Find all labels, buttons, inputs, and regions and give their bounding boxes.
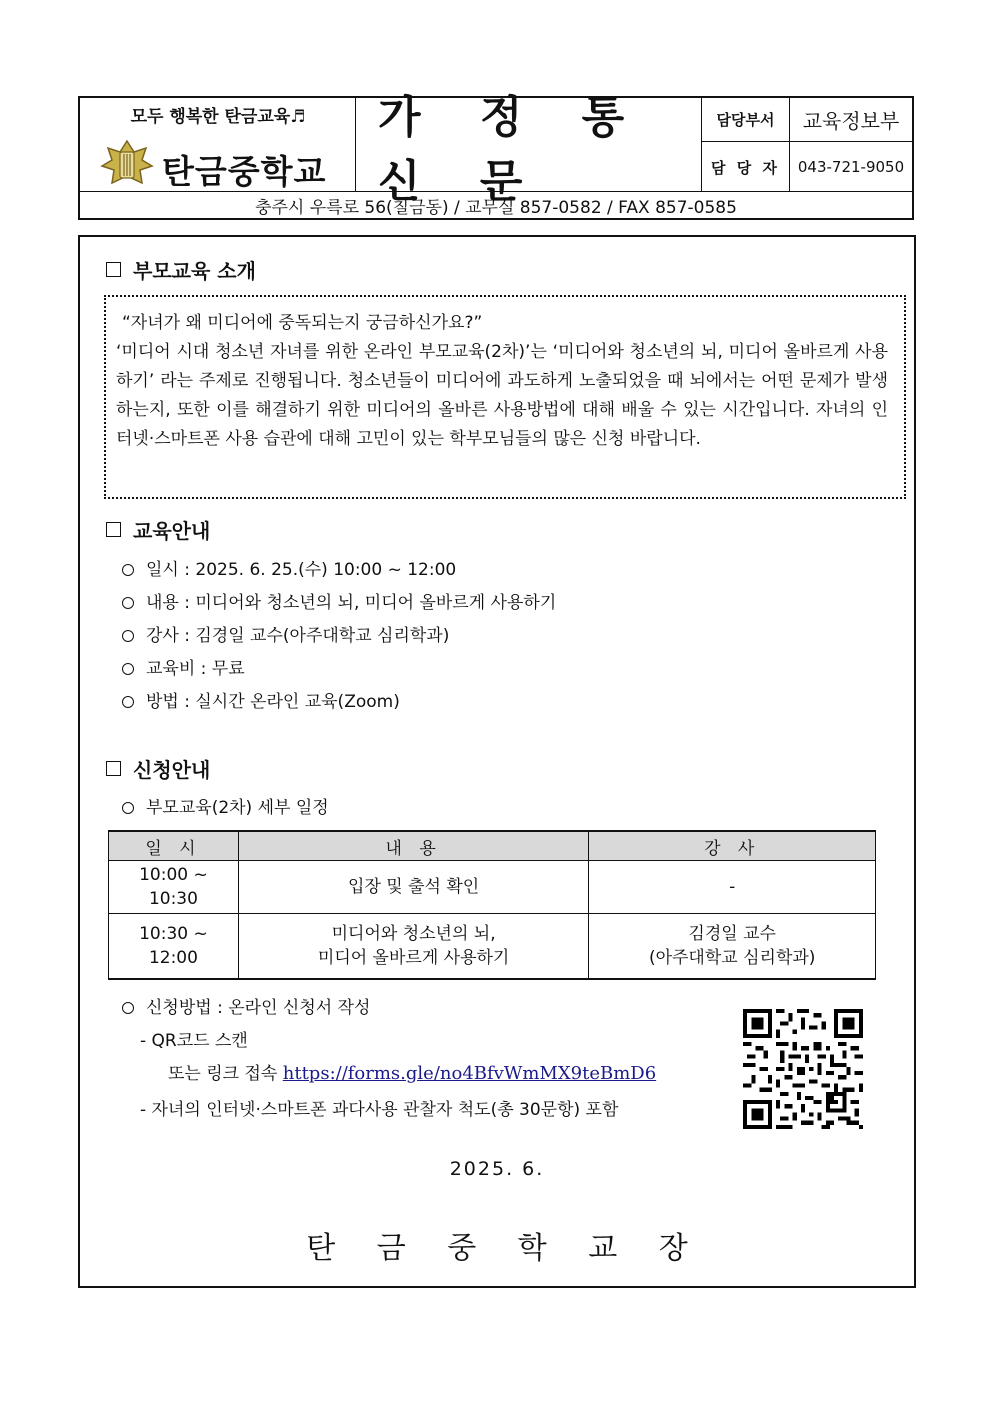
- circle-bullet-icon: [122, 802, 134, 814]
- letter-body: [78, 235, 916, 1288]
- intro-heading-text: 부모교육 소개: [133, 259, 256, 283]
- education-item-text: 내용 : 미디어와 청소년의 뇌, 미디어 올바르게 사용하기: [146, 593, 557, 613]
- speaker-line: 김경일 교수: [688, 924, 776, 944]
- education-item-content: [122, 588, 556, 613]
- circle-bullet-icon: [122, 630, 134, 642]
- table-cell-time: [109, 914, 239, 980]
- link-prefix: 또는 링크 접속: [168, 1064, 278, 1084]
- circle-bullet-icon: [122, 663, 134, 675]
- school-address: 충주시 우륵로 56(칠금동) / 교무실 857-0582 / FAX 857-0585: [255, 197, 737, 218]
- principal-signature: 탄 금 중 학 교 장: [306, 1231, 704, 1266]
- speaker-line: (아주대학교 심리학과): [648, 948, 816, 968]
- qr-code-icon[interactable]: [743, 1009, 863, 1129]
- education-item-text: 강사 : 김경일 교수(아주대학교 심리학과): [146, 626, 450, 646]
- education-item-date: [122, 555, 456, 580]
- intro-question: “자녀가 왜 미디어에 중독되는지 궁금하신가요?”: [122, 313, 483, 333]
- application-form-link[interactable]: https://forms.gle/no4BfvWmMX9teBmD6: [282, 1063, 657, 1084]
- education-item-method: [122, 687, 400, 712]
- content-line: 미디어와 청소년의 뇌,: [331, 924, 496, 944]
- dept-value: 교육정보부: [790, 98, 912, 142]
- school-name: 탄금중학교: [162, 152, 327, 191]
- intro-box: [104, 295, 906, 499]
- time-end: 10:30: [148, 889, 198, 909]
- table-cell-speaker: [589, 861, 876, 914]
- application-method-text: 신청방법 : 온라인 신청서 작성: [146, 998, 371, 1018]
- circle-bullet-icon: [122, 1002, 134, 1014]
- table-row: [109, 914, 876, 980]
- time-start: 10:00 ~: [139, 865, 208, 885]
- school-emblem-icon: [100, 138, 154, 188]
- education-item-fee: [122, 654, 245, 679]
- square-bullet-icon: [106, 262, 121, 277]
- table-cell-content: [238, 861, 589, 914]
- qr-scan-line: - QR코드 스캔: [140, 1031, 248, 1051]
- issue-date: 2025. 6.: [449, 1158, 545, 1180]
- link-line: [168, 1059, 656, 1084]
- circle-bullet-icon: [122, 696, 134, 708]
- education-item-text: 방법 : 실시간 온라인 교육(Zoom): [146, 692, 400, 712]
- schedule-label: [122, 793, 329, 818]
- table-header-time: 일 시: [109, 831, 239, 861]
- application-heading: [106, 754, 210, 783]
- schedule-label-text: 부모교육(2차) 세부 일정: [146, 798, 329, 818]
- table-header-speaker: 강 사: [589, 831, 876, 861]
- content-line: 미디어 올바르게 사용하기: [317, 948, 510, 968]
- school-logo-block: [80, 98, 356, 192]
- dept-label: 담당부서: [702, 98, 790, 142]
- application-method: [122, 993, 370, 1018]
- circle-bullet-icon: [122, 597, 134, 609]
- speaker-line: -: [729, 877, 736, 897]
- table-cell-speaker: [589, 914, 876, 980]
- schedule-table: [108, 830, 876, 980]
- time-end: 12:00: [148, 948, 198, 968]
- time-start: 10:30 ~: [139, 924, 208, 944]
- table-header-content: 내 용: [238, 831, 589, 861]
- table-cell-time: [109, 861, 239, 914]
- table-cell-content: [238, 914, 589, 980]
- education-heading-text: 교육안내: [133, 519, 211, 543]
- slogan: 모두 행복한 탄금교육♬: [130, 107, 306, 127]
- letter-header: [78, 92, 914, 220]
- education-heading: [106, 515, 210, 544]
- education-item-speaker: [122, 621, 449, 646]
- education-item-text: 일시 : 2025. 6. 25.(수) 10:00 ~ 12:00: [146, 560, 457, 580]
- intro-body: ‘미디어 시대 청소년 자녀를 위한 온라인 부모교육(2차)’는 ‘미디어와 청소년의 뇌, 미디어 올바르게 사용하기’ 라는 주제로 진행됩니다. 청소년들이 미디어에 과도하게 노출되었을 때 뇌에서는 어떤 문제가 발생하는지, 또한 이를 해결하기 위한 미디어의 올바른 사용방법에 대해 배울 수 있는 시간입니다. 자녀의 인터넷·스마트폰 사용 습관에 대해 고민이 있는 학부모님들의 많은 신청 바랍니다.: [116, 342, 888, 449]
- application-heading-text: 신청안내: [133, 758, 211, 782]
- content-line: 입장 및 출석 확인: [348, 877, 480, 897]
- contact-table: [702, 98, 912, 192]
- table-row: [109, 861, 876, 914]
- header-top-row: [80, 92, 912, 207]
- contact-label: 담 당 자: [702, 142, 790, 192]
- square-bullet-icon: [106, 522, 121, 537]
- intro-heading: [106, 255, 256, 284]
- circle-bullet-icon: [122, 564, 134, 576]
- document-title: 가 정 통 신 문: [356, 98, 702, 192]
- square-bullet-icon: [106, 761, 121, 776]
- contact-value: 043-721-9050: [797, 158, 905, 176]
- include-note: - 자녀의 인터넷·스마트폰 과다사용 관찰자 척도(총 30문항) 포함: [140, 1100, 619, 1120]
- education-item-text: 교육비 : 무료: [146, 659, 245, 679]
